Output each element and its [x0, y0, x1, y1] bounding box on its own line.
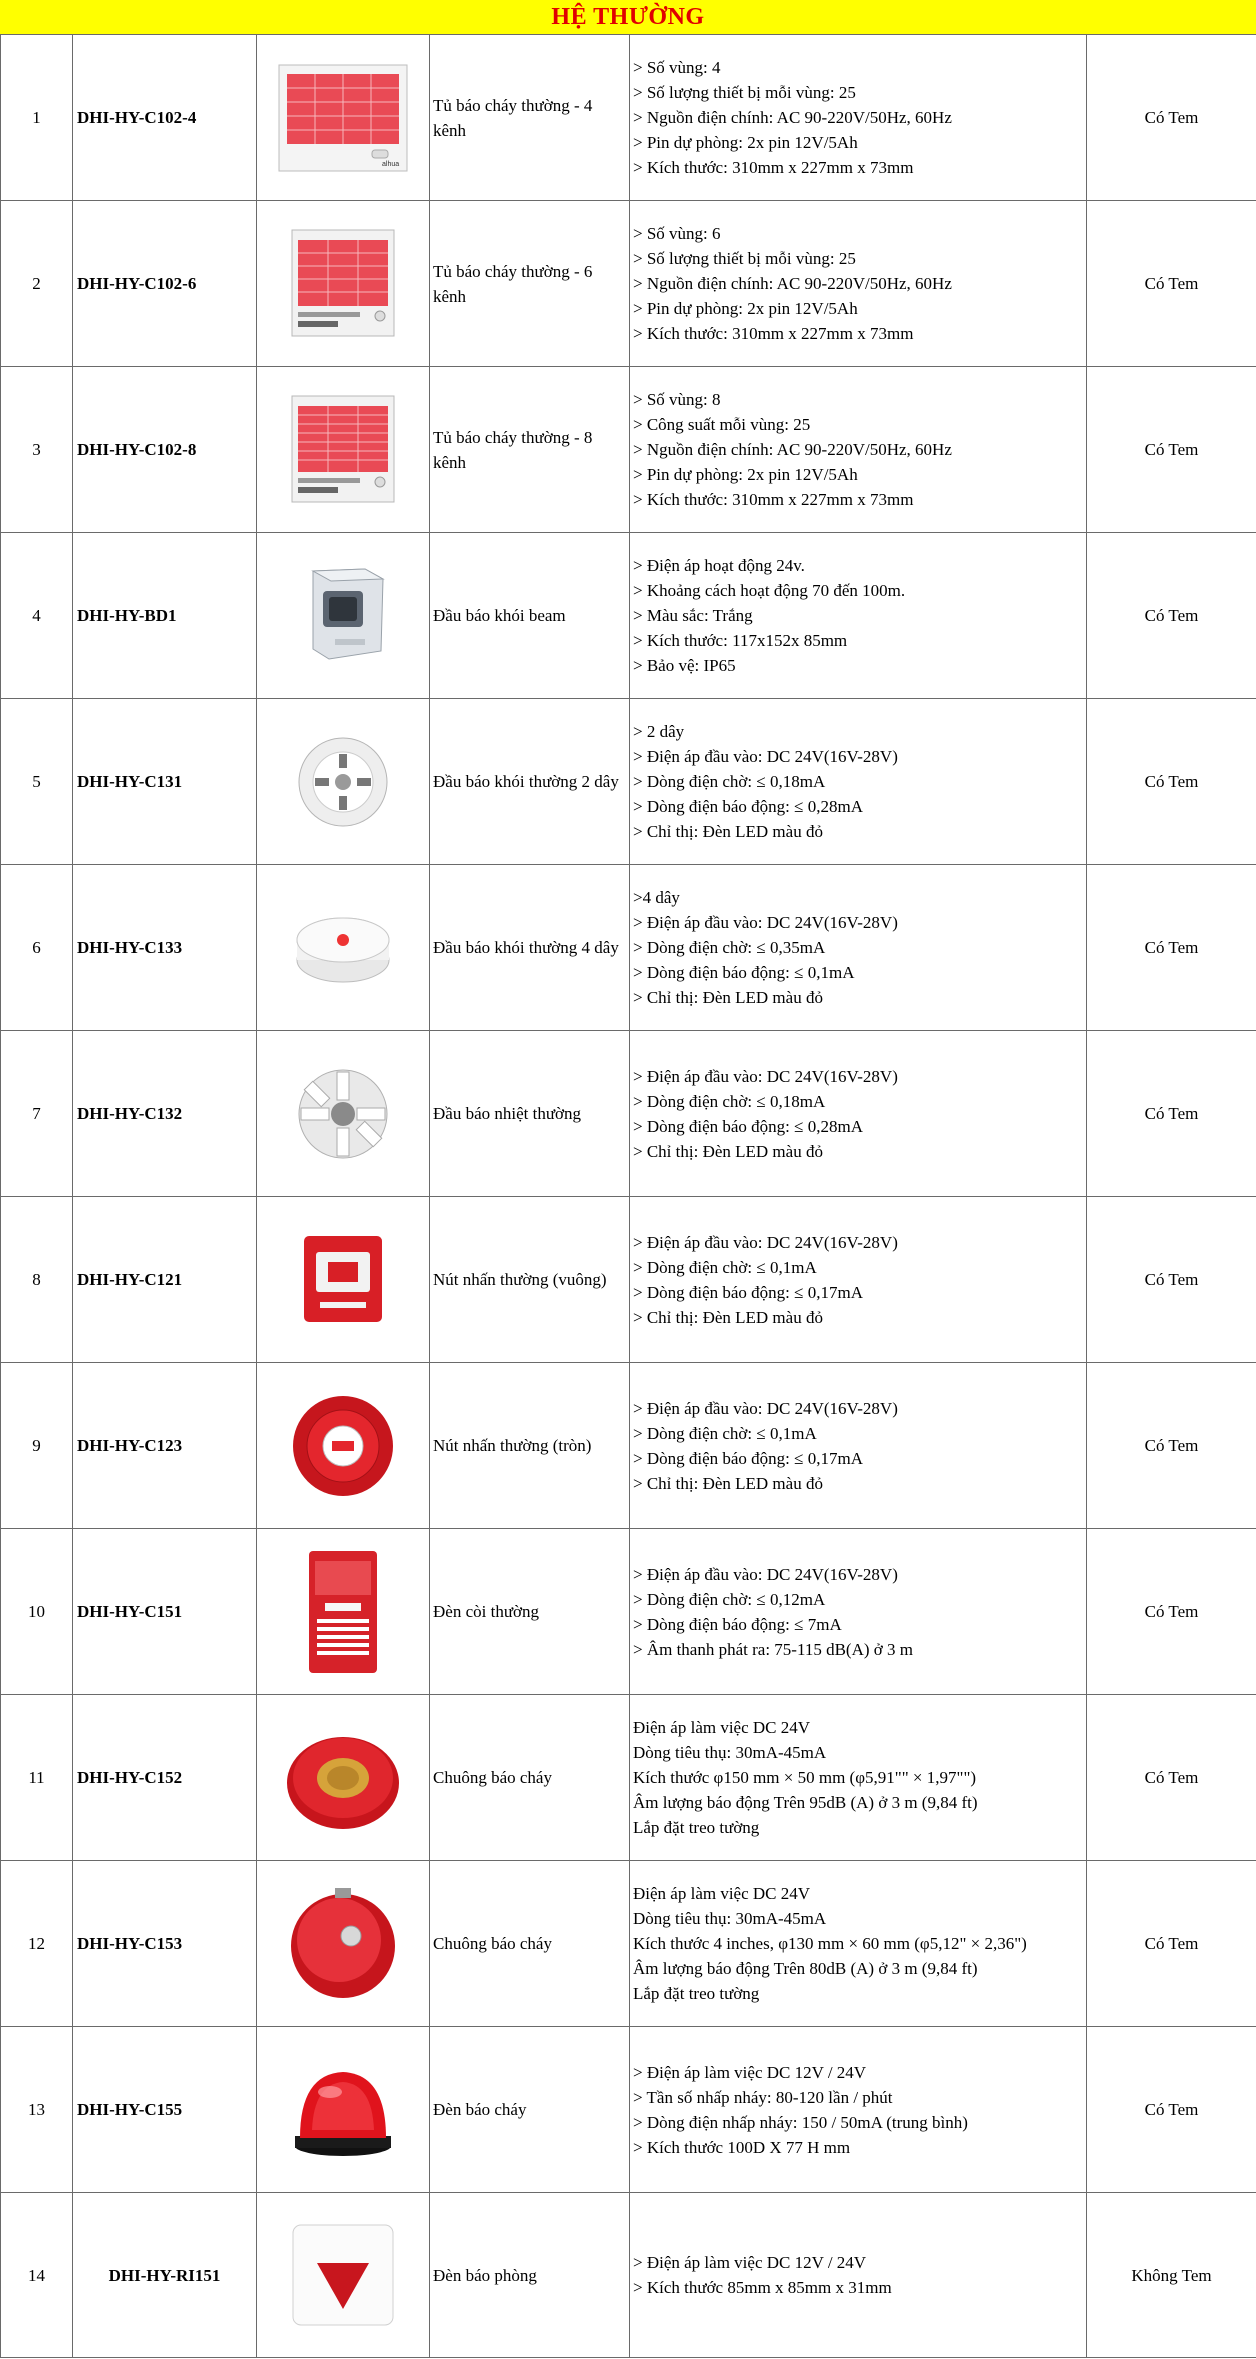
product-specs — [630, 865, 1087, 1031]
spec-line: Dòng tiêu thụ: 30mA-45mA — [633, 1909, 827, 1928]
fire-bell-flat-image — [283, 1723, 403, 1833]
stamp-note: Có Tem — [1087, 1031, 1256, 1197]
product-specs — [630, 1861, 1087, 2027]
spec-line: > Điện áp đầu vào: DC 24V(16V-28V) — [633, 1066, 898, 1086]
spec-line: Âm lượng báo động Trên 95dB (A) ở 3 m (9,84 ft) — [633, 1793, 978, 1812]
fire-panel-4-zone-image — [278, 64, 408, 172]
spec-line: > Kích thước: 310mm x 227mm x 73mm — [633, 490, 914, 509]
stamp-note: Có Tem — [1087, 1363, 1256, 1529]
product-code: DHI-HY-C121 — [73, 1197, 257, 1363]
spec-line: > Khoảng cách hoạt động 70 đến 100m. — [633, 581, 906, 600]
table-row — [1, 699, 1256, 865]
product-image-cell — [257, 201, 430, 367]
spec-line: > Chỉ thị: Đèn LED màu đỏ — [633, 1473, 823, 1493]
product-name: Đèn còi thường — [430, 1529, 630, 1695]
spec-line: > Pin dự phòng: 2x pin 12V/5Ah — [633, 465, 858, 484]
smoke-detector-4-wire-image — [288, 898, 398, 998]
product-specs — [630, 1197, 1087, 1363]
product-specs — [630, 699, 1087, 865]
spec-line: > Số lượng thiết bị mỗi vùng: 25 — [633, 249, 856, 268]
strobe-siren-image — [303, 1547, 383, 1677]
product-name: Nút nhấn thường (tròn) — [430, 1363, 630, 1529]
stamp-note: Có Tem — [1087, 699, 1256, 865]
stamp-note: Có Tem — [1087, 367, 1256, 533]
table-row — [1, 2193, 1256, 2358]
product-code: DHI-HY-C131 — [73, 699, 257, 865]
spec-line: > Điện áp hoạt động 24v. — [633, 556, 805, 575]
product-image-cell — [257, 1861, 430, 2027]
spec-line: > Nguồn điện chính: AC 90-220V/50Hz, 60Hz — [633, 274, 952, 293]
row-number: 13 — [1, 2027, 73, 2193]
spec-line: Kích thước 4 inches, φ130 mm × 60 mm (φ5,12" × 2,36") — [633, 1934, 1027, 1953]
stamp-note: Có Tem — [1087, 201, 1256, 367]
product-table — [0, 34, 1256, 2358]
product-specs — [630, 201, 1087, 367]
spec-line: > Điện áp đầu vào: DC 24V(16V-28V) — [633, 1398, 898, 1418]
product-specs — [630, 1695, 1087, 1861]
product-name: Nút nhấn thường (vuông) — [430, 1197, 630, 1363]
row-number: 4 — [1, 533, 73, 699]
spec-line: Điện áp làm việc DC 24V — [633, 1718, 811, 1737]
beam-smoke-detector-image — [293, 561, 393, 671]
spec-line: > Kích thước: 310mm x 227mm x 73mm — [633, 324, 914, 343]
table-row — [1, 1529, 1256, 1695]
spec-line: > Chỉ thị: Đèn LED màu đỏ — [633, 822, 823, 841]
spec-line: Lắp đặt treo tường — [633, 1984, 760, 2003]
spec-line: > Công suất mỗi vùng: 25 — [633, 415, 811, 434]
spec-line: > Số vùng: 8 — [633, 390, 721, 409]
spec-line: > Dòng điện chờ: ≤ 0,12mA — [633, 1589, 826, 1609]
product-name: Đầu báo khói thường 4 dây — [430, 865, 630, 1031]
product-name: Đèn báo cháy — [430, 2027, 630, 2193]
spec-line: Dòng tiêu thụ: 30mA-45mA — [633, 1743, 827, 1762]
spec-line: > Dòng điện chờ: ≤ 0,1mA — [633, 1257, 817, 1277]
spec-line: > 2 dây — [633, 722, 685, 741]
stamp-note: Có Tem — [1087, 865, 1256, 1031]
table-row — [1, 35, 1256, 201]
table-row — [1, 1861, 1256, 2027]
product-specs — [630, 2027, 1087, 2193]
product-name: Chuông báo cháy — [430, 1695, 630, 1861]
product-specs — [630, 1363, 1087, 1529]
table-row — [1, 201, 1256, 367]
fire-panel-8-zone-image — [288, 394, 398, 506]
spec-line: > Điện áp làm việc DC 12V / 24V — [633, 2062, 867, 2082]
product-image-cell — [257, 1197, 430, 1363]
sheet-title: HỆ THƯỜNG — [0, 0, 1256, 35]
spec-line: > Điện áp đầu vào: DC 24V(16V-28V) — [633, 1564, 898, 1584]
product-code: DHI-HY-C132 — [73, 1031, 257, 1197]
spec-line: > Điện áp đầu vào: DC 24V(16V-28V) — [633, 747, 898, 766]
product-name: Đèn báo phòng — [430, 2193, 630, 2358]
row-number: 9 — [1, 1363, 73, 1529]
product-code: DHI-HY-C102-6 — [73, 201, 257, 367]
fire-panel-6-zone-image — [288, 228, 398, 340]
product-code: DHI-HY-BD1 — [73, 533, 257, 699]
product-name: Tủ báo cháy thường - 4 kênh — [430, 35, 630, 201]
stamp-note: Có Tem — [1087, 1861, 1256, 2027]
spec-line: > Tần số nhấp nháy: 80-120 lần / phút — [633, 2087, 893, 2107]
product-specs — [630, 1529, 1087, 1695]
spec-line: > Số vùng: 6 — [633, 224, 721, 243]
spec-line: > Số lượng thiết bị mỗi vùng: 25 — [633, 83, 856, 102]
product-code: DHI-HY-C155 — [73, 2027, 257, 2193]
row-number: 10 — [1, 1529, 73, 1695]
spec-line: > Chỉ thị: Đèn LED màu đỏ — [633, 1307, 823, 1327]
spec-line: Điện áp làm việc DC 24V — [633, 1884, 811, 1903]
spec-line: > Kích thước 100D X 77 H mm — [633, 2137, 851, 2157]
product-name: Chuông báo cháy — [430, 1861, 630, 2027]
product-image-cell — [257, 35, 430, 201]
spec-line: > Dòng điện báo động: ≤ 7mA — [633, 1614, 842, 1634]
row-number: 11 — [1, 1695, 73, 1861]
row-number: 8 — [1, 1197, 73, 1363]
spec-line: > Số vùng: 4 — [633, 58, 721, 77]
spec-line: > Dòng điện chờ: ≤ 0,1mA — [633, 1423, 817, 1443]
table-row — [1, 2027, 1256, 2193]
stamp-note: Có Tem — [1087, 1695, 1256, 1861]
product-code: DHI-HY-C151 — [73, 1529, 257, 1695]
stamp-note: Không Tem — [1087, 2193, 1256, 2358]
row-number: 3 — [1, 367, 73, 533]
product-code: DHI-HY-C102-4 — [73, 35, 257, 201]
product-name: Tủ báo cháy thường - 6 kênh — [430, 201, 630, 367]
row-number: 5 — [1, 699, 73, 865]
square-call-point-image — [298, 1230, 388, 1330]
product-image-cell — [257, 1031, 430, 1197]
spec-line: > Pin dự phòng: 2x pin 12V/5Ah — [633, 299, 858, 318]
product-code: DHI-HY-RI151 — [73, 2193, 257, 2358]
spec-line: > Chỉ thị: Đèn LED màu đỏ — [633, 988, 823, 1007]
stamp-note: Có Tem — [1087, 533, 1256, 699]
product-image-cell — [257, 2193, 430, 2358]
room-indicator-image — [283, 2215, 403, 2335]
product-specs — [630, 533, 1087, 699]
product-code: DHI-HY-C133 — [73, 865, 257, 1031]
spec-line: > Điện áp đầu vào: DC 24V(16V-28V) — [633, 1232, 898, 1252]
spec-line: > Dòng điện nhấp nháy: 150 / 50mA (trung bình) — [633, 2112, 968, 2132]
table-row — [1, 1031, 1256, 1197]
product-image-cell — [257, 1529, 430, 1695]
spec-line: > Kích thước: 310mm x 227mm x 73mm — [633, 158, 914, 177]
spec-line: > Điện áp đầu vào: DC 24V(16V-28V) — [633, 913, 898, 932]
heat-detector-image — [293, 1064, 393, 1164]
product-code: DHI-HY-C152 — [73, 1695, 257, 1861]
spec-line: > Dòng điện báo động: ≤ 0,17mA — [633, 1282, 863, 1302]
stamp-note: Có Tem — [1087, 2027, 1256, 2193]
product-specs — [630, 1031, 1087, 1197]
spec-line: > Dòng điện chờ: ≤ 0,35mA — [633, 938, 826, 957]
product-image-cell — [257, 865, 430, 1031]
stamp-note: Có Tem — [1087, 35, 1256, 201]
stamp-note: Có Tem — [1087, 1197, 1256, 1363]
spec-line: > Kích thước: 117x152x 85mm — [633, 631, 848, 650]
spec-line: > Dòng điện báo động: ≤ 0,28mA — [633, 1116, 863, 1136]
table-row — [1, 1695, 1256, 1861]
table-row — [1, 865, 1256, 1031]
table-row — [1, 1197, 1256, 1363]
spec-line: > Pin dự phòng: 2x pin 12V/5Ah — [633, 133, 858, 152]
spec-line: >4 dây — [633, 888, 680, 907]
product-image-cell — [257, 533, 430, 699]
spec-line: > Kích thước 85mm x 85mm x 31mm — [633, 2278, 892, 2297]
product-image-cell — [257, 699, 430, 865]
row-number: 7 — [1, 1031, 73, 1197]
spec-line: > Dòng điện báo động: ≤ 0,1mA — [633, 963, 855, 982]
spec-line: Âm lượng báo động Trên 80dB (A) ở 3 m (9,84 ft) — [633, 1959, 978, 1978]
row-number: 2 — [1, 201, 73, 367]
product-name: Đầu báo khói thường 2 dây — [430, 699, 630, 865]
row-number: 14 — [1, 2193, 73, 2358]
spec-line: > Dòng điện chờ: ≤ 0,18mA — [633, 772, 826, 791]
smoke-detector-2-wire-image — [293, 732, 393, 832]
spec-line: > Nguồn điện chính: AC 90-220V/50Hz, 60Hz — [633, 108, 952, 127]
product-code: DHI-HY-C123 — [73, 1363, 257, 1529]
row-number: 6 — [1, 865, 73, 1031]
spec-line: > Âm thanh phát ra: 75-115 dB(A) ở 3 m — [633, 1639, 913, 1659]
table-row — [1, 367, 1256, 533]
stamp-note: Có Tem — [1087, 1529, 1256, 1695]
table-row — [1, 1363, 1256, 1529]
spec-line: > Chỉ thị: Đèn LED màu đỏ — [633, 1141, 823, 1161]
table-row — [1, 533, 1256, 699]
red-beacon-light-image — [288, 2060, 398, 2160]
spec-line: > Bảo vệ: IP65 — [633, 656, 736, 675]
product-code: DHI-HY-C153 — [73, 1861, 257, 2027]
product-name: Đầu báo khói beam — [430, 533, 630, 699]
row-number: 1 — [1, 35, 73, 201]
spec-line: Kích thước φ150 mm × 50 mm (φ5,91"" × 1,97"") — [633, 1768, 977, 1787]
row-number: 12 — [1, 1861, 73, 2027]
spec-line: > Nguồn điện chính: AC 90-220V/50Hz, 60Hz — [633, 440, 952, 459]
product-specs — [630, 35, 1087, 201]
product-specs — [630, 2193, 1087, 2358]
svg-text:alhua: alhua — [382, 160, 400, 168]
product-image-cell — [257, 367, 430, 533]
product-specs — [630, 367, 1087, 533]
product-image-cell — [257, 1363, 430, 1529]
spec-line: > Dòng điện báo động: ≤ 0,28mA — [633, 797, 863, 816]
spec-line: > Dòng điện chờ: ≤ 0,18mA — [633, 1091, 826, 1111]
spec-line: > Dòng điện báo động: ≤ 0,17mA — [633, 1448, 863, 1468]
spec-line: > Điện áp làm việc DC 12V / 24V — [633, 2253, 867, 2272]
product-name: Tủ báo cháy thường - 8 kênh — [430, 367, 630, 533]
fire-bell-dome-image — [283, 1884, 403, 2004]
product-code: DHI-HY-C102-8 — [73, 367, 257, 533]
product-image-cell — [257, 2027, 430, 2193]
product-image-cell — [257, 1695, 430, 1861]
spec-line: > Màu sắc: Trắng — [633, 606, 753, 625]
round-call-point-image — [288, 1391, 398, 1501]
spec-line: Lắp đặt treo tường — [633, 1818, 760, 1837]
product-name: Đầu báo nhiệt thường — [430, 1031, 630, 1197]
